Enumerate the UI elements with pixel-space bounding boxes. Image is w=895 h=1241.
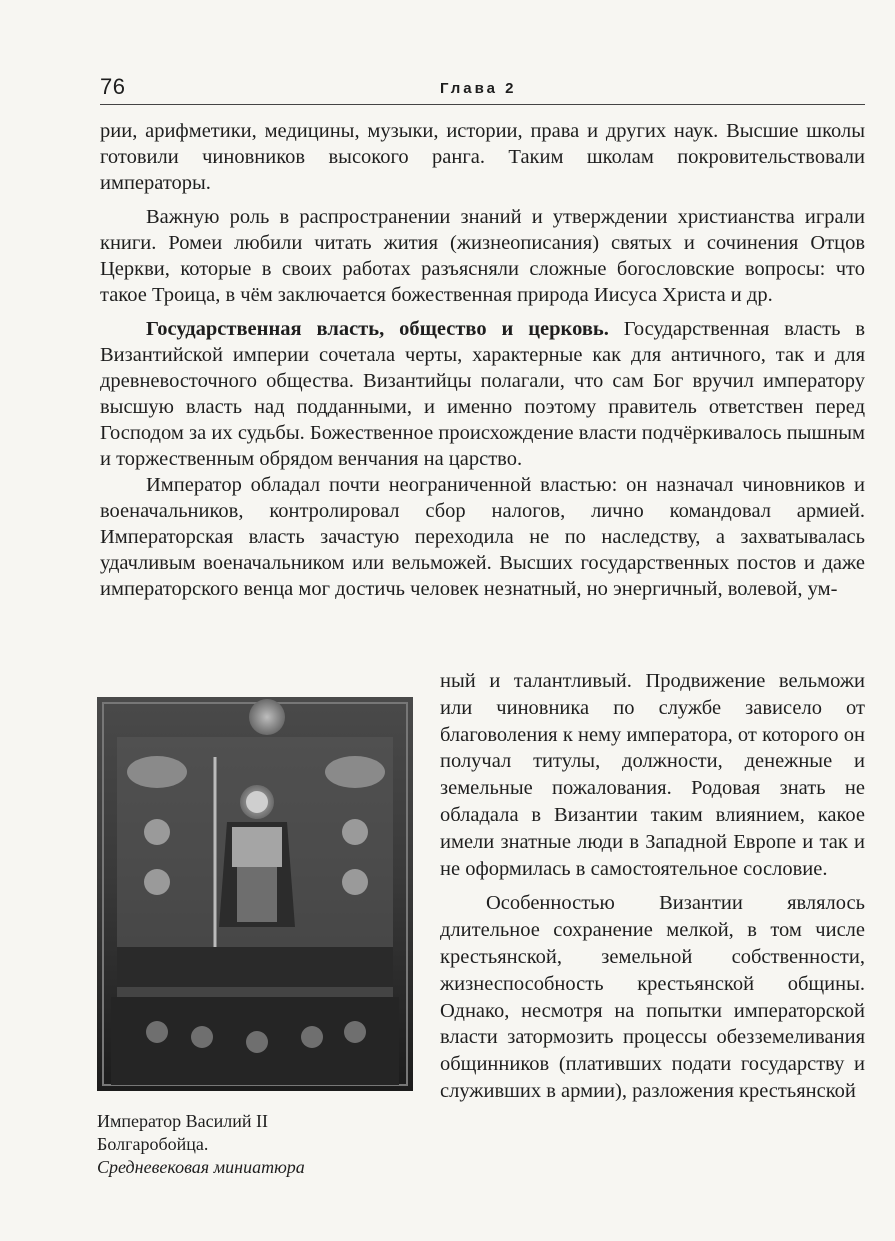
caption-line-2: Болгаробойца. (97, 1134, 209, 1154)
paragraph-continuation: рии, арифметики, медицины, музыки, истории, права и других наук. Высшие школы готовили чиновников высокого ранга. Таким школам покровительствовали императоры. (100, 120, 865, 194)
paragraph-emperor-continued: ный и талантливый. Продвижение вельможи или чиновника по службе зависело от благоволения к нему императора, от которого он получал титулы, должности, денежные и земельные пожалования. Родовая знать не обладала в Византии таким влиянием, какое имели знатные люди в Западной Европе и так и не оформилась в самостоятельное сословие. (440, 670, 865, 880)
figure-caption (97, 1110, 417, 1179)
emperor-miniature-image (97, 697, 413, 1091)
chapter-title: Глава 2 (440, 80, 517, 97)
paragraph-books: Важную роль в распространении знаний и утверждении христианства играли книги. Ромеи любили читать жития (жизнеописания) святых и сочинения Отцов Церкви, которые в своих работах разъясняли сложные богословские вопросы: что такое Троица, в чём заключается божественная природа Иисуса Христа и др. (100, 206, 865, 306)
main-text (100, 118, 865, 602)
caption-source: Средневековая миниатюра (97, 1157, 305, 1177)
section-heading: Государственная власть, общество и церковь. (146, 318, 609, 340)
miniature-illustration (97, 697, 413, 1091)
paragraph-state-power-text: Государственная власть в Византийской империи сочетала черты, характерные как для античного, так и для древневосточного общества. Византийцы полагали, что сам Бог вручил императору высшую власть над подданными, и именно поэтому правитель ответствен перед Господом за их судьбы. Божественное происхождение власти подчёркивалось пышным и торжественным обрядом венчания на царство. (100, 318, 866, 470)
page-number: 76 (100, 74, 126, 99)
page-header (100, 74, 865, 105)
caption-line-1: Император Василий II (97, 1111, 269, 1131)
column-text (440, 668, 865, 1105)
paragraph-state-power (100, 316, 865, 472)
paragraph-land-ownership: Особенностью Византии являлось длительное сохранение мелкой, в том числе крестьянской, земельной собственности, жизнеспособность крестьянской общины. Однако, несмотря на попытки императорской власти затормозить процессы обезземеливания общинников (плативших подати государству и служивших в армии), разложения крестьянской (440, 892, 865, 1102)
paragraph-emperor: Император обладал почти неограниченной властью: он назначал чиновников и военачальников, контролировал сбор налогов, лично командовал армией. Императорская власть зачастую переходила не по наследству, а захватывалась удачливым военачальником или вельможей. Высших государственных постов и даже императорского венца мог достичь человек незнатный, но энергичный, волевой, ум- (100, 474, 865, 600)
